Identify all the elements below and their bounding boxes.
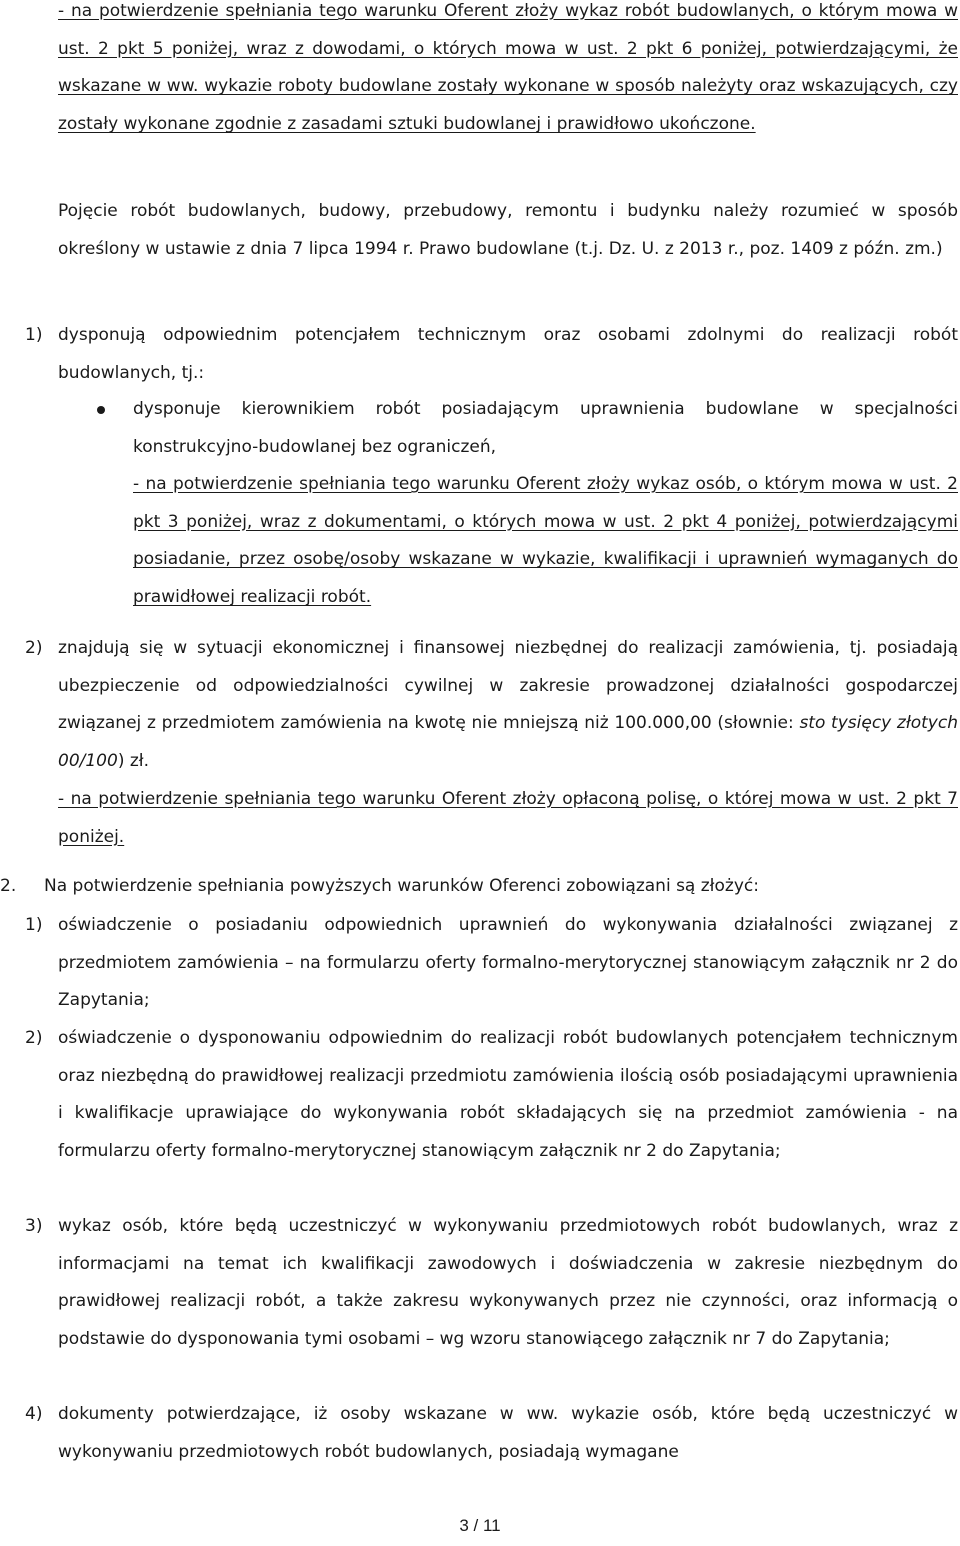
item-2-confirmation-text: - na potwierdzenie spełniania tego warunku Oferent złoży opłaconą polisę, o której mowa w ust. 2 pkt 7 poniżej. (58, 789, 958, 847)
list-item-text: dysponują odpowiednim potencjałem technicznym oraz osobami zdolnymi do realizacji robót budowlanych, tj.: (58, 325, 958, 383)
bullet-icon (97, 406, 105, 414)
list-item-text: dokumenty potwierdzające, iż osoby wskazane w ww. wykazie osób, które będą uczestniczyć w wykonywaniu przedmiotowych robót budowlanych, posiadają wymagane (58, 1404, 958, 1462)
section-number: 2. (0, 876, 17, 896)
item-2-confirmation (58, 781, 958, 856)
paragraph-top (58, 0, 958, 144)
list-number: 1) (25, 325, 43, 345)
paragraph-definition-text: Pojęcie robót budowlanych, budowy, przebudowy, remontu i budynku należy rozumieć w sposób określony w ustawie z dnia 7 lipca 1994 r. Prawo budowlane (t.j. Dz. U. z 2013 r., poz. 1409 z późn. zm.) (58, 201, 958, 259)
page-number: 3 / 11 (459, 1516, 501, 1535)
list-item-text: oświadczenie o posiadaniu odpowiednich uprawnień do wykonywania działalności związanej z przedmiotem zamówienia – na formularzu oferty formalno-merytorycznej stanowiącym załącznik nr 2 do Zapytania; (58, 915, 958, 1011)
amount-in-words: sto tysięcy złotych 00/100 (58, 713, 958, 772)
list-item-text-b: ) zł. (117, 751, 150, 772)
bullet-item-text: dysponuje kierownikiem robót posiadającym uprawnienia budowlane w specjalności konstrukcyjno-budowlanej bez ograniczeń, (133, 399, 958, 457)
list-number: 2) (25, 638, 43, 658)
section-2-text: Na potwierdzenie spełniania powyższych warunków Oferenci zobowiązani są złożyć: (44, 876, 759, 896)
bullet-item (133, 391, 958, 466)
list-number: 4) (25, 1404, 43, 1424)
bullet-confirmation-text: - na potwierdzenie spełniania tego warunku Oferent złoży wykaz osób, o którym mowa w ust. 2 pkt 3 poniżej, wraz z dokumentami, o których mowa w ust. 2 pkt 4 poniżej, potwierdzającymi posiadanie, przez osobę/osoby wskazane w wykazie, kwalifikacji i uprawnień wymaganych do prawidłowej realizacji robót. (133, 474, 958, 608)
list-item-text-a: znajdują się w sytuacji ekonomicznej i finansowej niezbędnej do realizacji zamówienia, tj. posiadają ubezpieczenie od odpowiedzialności cywilnej w zakresie prowadzonej działalności gospodarczej związanej z przedmiotem zamówienia na kwotę nie mniejszą niż 100.000,00 (słownie: (58, 638, 958, 734)
list-number: 2) (25, 1028, 43, 1048)
list-item-text: oświadczenie o dysponowaniu odpowiednim do realizacji robót budowlanych potencjałem technicznym oraz niezbędną do prawidłowej realizacji przedmiotu zamówienia ilością osób posiadającymi uprawnienia i kwalifikacje uprawiające do wykonywania robót składających się na przedmiot zamówienia - na formularzu oferty formalno-merytorycznej stanowiącym załącznik nr 2 do Zapytania; (58, 1028, 958, 1162)
list-item-text: wykaz osób, które będą uczestniczyć w wykonywaniu przedmiotowych robót budowlanych, wraz z informacjami na temat ich kwalifikacji zawodowych i doświadczenia w zakresie niezbędnym do prawidłowej realizacji robót, a także zakresu wykonywanych przez nie czynności, oraz informacją o podstawie do dysponowania tymi osobami – wg wzoru stanowiącego załącznik nr 7 do Zapytania; (58, 1216, 958, 1350)
list-number: 3) (25, 1216, 43, 1236)
paragraph-definition (58, 193, 958, 268)
paragraph-top-text: - na potwierdzenie spełniania tego warunku Oferent złoży wykaz robót budowlanych, o którym mowa w ust. 2 pkt 5 poniżej, wraz z dowodami, o których mowa w ust. 2 pkt 6 poniżej, potwierdzającymi, że wskazane w ww. wykazie roboty budowlane zostały wykonane w sposób należyty oraz wskazujących, czy zostały wykonane zgodnie z zasadami sztuki budowlanej i prawidłowo ukończone. (58, 1, 958, 135)
bullet-confirmation (133, 466, 958, 617)
list-number: 1) (25, 915, 43, 935)
list-item-text (58, 630, 958, 781)
